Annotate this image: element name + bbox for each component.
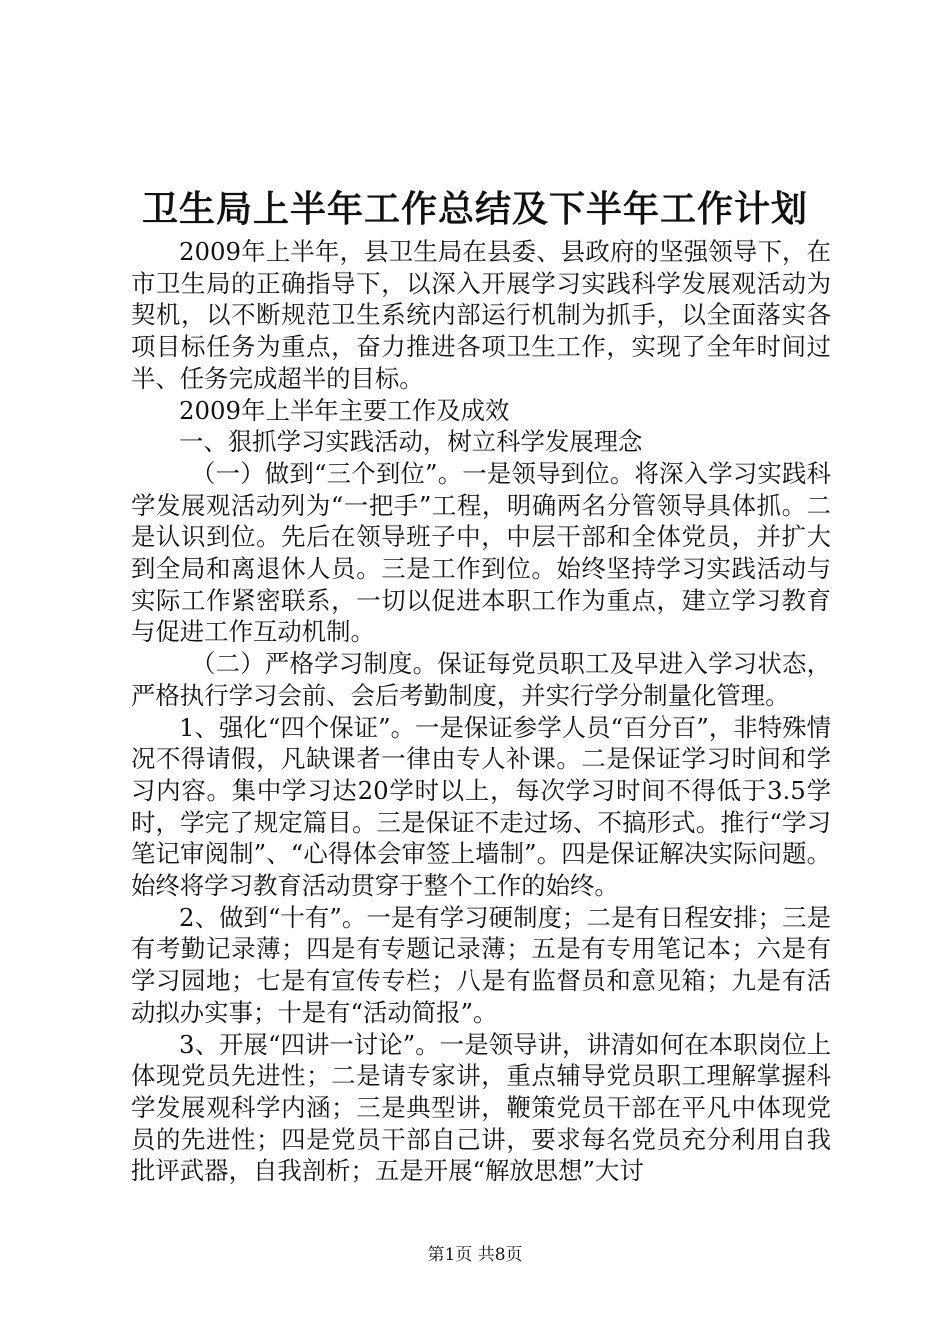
paragraph-section-heading: 2009年上半年主要工作及成效 [179, 395, 510, 425]
document-body [131, 236, 831, 1187]
page-footer: 第1页 共8页 [427, 1245, 523, 1265]
paragraph-intro: 2009年上半年，县卫生局在县委、县政府的坚强领导下，在市卫生局的正确指导下，以深入开展学习实践科学发展观活动为契机，以不断规范卫生系统内部运行机制为抓手，以全面落实各项目标任务为重点，奋力推进各项卫生工作，实现了全年时间过半、任务完成超半的目标。 [131, 237, 831, 393]
paragraph-ten-haves: 2、做到“十有”。一是有学习硬制度；二是有日程安排；三是有考勤记录薄；四是有专题记录薄；五是有专用笔记本；六是有学习园地；七是有宣传专栏；八是有监督员和意见箱；九是有活动拟办实事；十是有“活动简报”。 [131, 902, 831, 1027]
paragraph-three-in-place: （一）做到“三个到位”。一是领导到位。将深入学习实践科学发展观活动列为“一把手”工程，明确两名分管领导具体抓。二是认识到位。先后在领导班子中，中层干部和全体党员，并扩大到全局和离退休人员。三是工作到位。始终坚持学习实践活动与实际工作紧密联系，一切以促进本职工作为重点，建立学习教育与促进工作互动机制。 [131, 458, 831, 647]
paragraph-study-system: （二）严格学习制度。保证每党员职工及早进入学习状态，严格执行学习会前、会后考勤制度，并实行学分制量化管理。 [131, 649, 831, 710]
paragraph-four-talks: 3、开展“四讲一讨论”。一是领导讲，讲清如何在本职岗位上体现党员先进性；二是请专家讲，重点辅导党员职工理解掌握科学发展观科学内涵；三是典型讲，鞭策党员干部在平凡中体现党员的先进性；四是党员干部自己讲，要求每名党员充分利用自我批评武器，自我剖析；五是开展“解放思想”大讨 [131, 1029, 831, 1186]
document-title: 卫生局上半年工作总结及下半年工作计划 [141, 188, 808, 230]
paragraph-four-guarantees: 1、强化“四个保证”。一是保证参学人员“百分百”，非特殊情况不得请假，凡缺课者一律由专人补课。二是保证学习时间和学习内容。集中学习达20学时以上，每次学习时间不得低于3.5学时，学完了规定篇目。三是保证不走过场、不搞形式。推行“学习笔记审阅制”、“心得体会审签上墙制”。四是保证解决实际问题。始终将学习教育活动贯穿于整个工作的始终。 [131, 712, 831, 901]
paragraph-heading-one: 一、狠抓学习实践活动，树立科学发展理念 [179, 427, 643, 457]
